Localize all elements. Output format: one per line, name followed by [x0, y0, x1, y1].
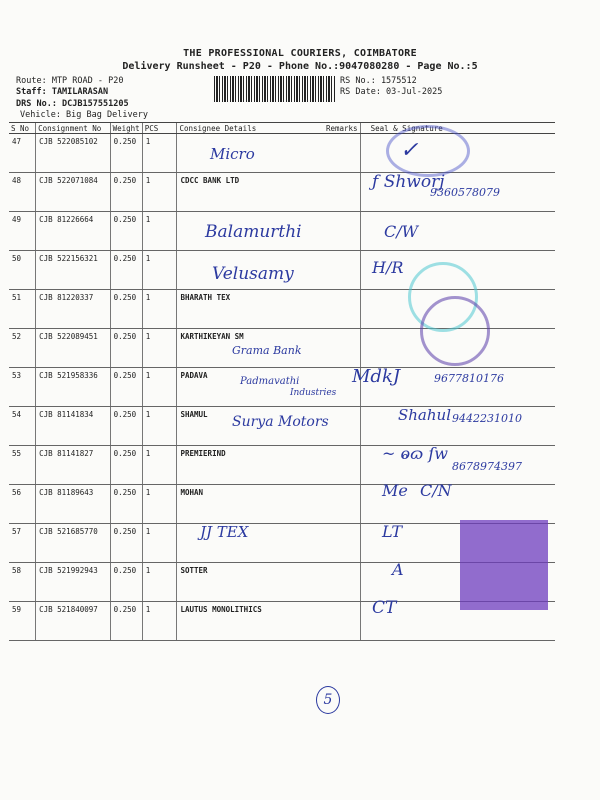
handwriting-consignee-57: JJ TEX: [200, 523, 249, 541]
row-pcs: 1: [142, 368, 177, 407]
seal-58: A: [392, 560, 404, 579]
row-consignment-no: CJB 81226664: [36, 212, 111, 251]
row-remarks: [312, 563, 361, 602]
row-weight: 0.250: [110, 602, 142, 641]
row-weight: 0.250: [110, 212, 142, 251]
row-weight: 0.250: [110, 173, 142, 212]
phone-53: 9677810176: [434, 372, 504, 385]
row-sno: 59: [9, 602, 36, 641]
row-consignment-no: CJB 522071084: [36, 173, 111, 212]
handwriting-consignee-53a: Padmavathi: [240, 376, 300, 387]
route-label: Route: MTP ROAD - P20: [16, 76, 124, 86]
row-weight: 0.250: [110, 251, 142, 290]
row-remarks: [312, 524, 361, 563]
row-remarks: [312, 485, 361, 524]
phone-48: 9360578079: [430, 186, 500, 199]
row-pcs: 1: [142, 251, 177, 290]
row-consignment-no: CJB 522085102: [36, 134, 111, 173]
seal-56: C/N: [420, 481, 452, 500]
staff-label: Staff: TAMILARASAN: [16, 87, 109, 97]
col-consignment: Consignment No: [36, 123, 111, 134]
rs-date: RS Date: 03-Jul-2025: [340, 87, 443, 97]
row-remarks: [312, 446, 361, 485]
row-remarks: [312, 290, 361, 329]
col-remarks: Remarks: [312, 123, 361, 134]
row-pcs: 1: [142, 602, 177, 641]
row-pcs: 1: [142, 446, 177, 485]
row-sno: 50: [9, 251, 36, 290]
row-consignee: PADAVA: [177, 368, 312, 407]
stamp-round-top: [386, 125, 470, 177]
row-consignment-no: CJB 81141834: [36, 407, 111, 446]
signature-55: ~ ⱺɷ ſw: [382, 444, 448, 463]
col-pcs: PCS: [142, 123, 177, 134]
row-consignment-no: CJB 81189643: [36, 485, 111, 524]
table-header-row: [9, 123, 555, 134]
col-sno: S No: [9, 123, 36, 134]
row-consignment-no: CJB 521958336: [36, 368, 111, 407]
row-pcs: 1: [142, 173, 177, 212]
seal-50: H/R: [372, 258, 404, 277]
row-consignee: PREMIERIND: [177, 446, 312, 485]
row-sno: 53: [9, 368, 36, 407]
stamp-round-purple: [420, 296, 490, 366]
signature-48: ƒ Shworj: [372, 172, 445, 192]
signature-tick-47: ✓: [400, 138, 419, 163]
row-consignee: SOTTER: [177, 563, 312, 602]
row-pcs: 1: [142, 407, 177, 446]
row-pcs: 1: [142, 563, 177, 602]
row-remarks: [312, 212, 361, 251]
handwriting-consignee-47: Micro: [210, 145, 255, 163]
row-sno: 48: [9, 173, 36, 212]
col-consignee: Consignee Details: [177, 123, 312, 134]
row-weight: 0.250: [110, 563, 142, 602]
row-remarks: [312, 329, 361, 368]
handwriting-consignee-52: Grama Bank: [232, 344, 302, 357]
row-remarks: [312, 173, 361, 212]
row-sno: 55: [9, 446, 36, 485]
row-remarks: [312, 251, 361, 290]
phone-55: 8678974397: [452, 460, 522, 473]
row-consignee: MOHAN: [177, 485, 312, 524]
page-number-circle: 5: [316, 686, 340, 714]
barcode: [214, 76, 336, 102]
row-pcs: 1: [142, 329, 177, 368]
row-weight: 0.250: [110, 524, 142, 563]
seal-49: C/W: [384, 222, 419, 241]
col-seal: Seal & Signature: [360, 123, 555, 134]
drs-label: DRS No.: DCJB157551205: [16, 99, 129, 109]
row-consignment-no: CJB 522089451: [36, 329, 111, 368]
row-remarks: [312, 134, 361, 173]
handwriting-consignee-54: Surya Motors: [232, 414, 329, 430]
vehicle-label: Vehicle: Big Bag Delivery: [20, 110, 148, 120]
row-pcs: 1: [142, 134, 177, 173]
stamp-square-purple: [460, 520, 548, 610]
row-sno: 52: [9, 329, 36, 368]
row-pcs: 1: [142, 212, 177, 251]
row-sno: 54: [9, 407, 36, 446]
row-weight: 0.250: [110, 134, 142, 173]
row-weight: 0.250: [110, 446, 142, 485]
runsheet-title: Delivery Runsheet - P20 - Phone No.:9047080280 - Page No.:5: [122, 61, 478, 72]
row-consignee: BHARATH TEX: [177, 290, 312, 329]
row-sno: 49: [9, 212, 36, 251]
handwriting-consignee-49: Balamurthi: [205, 222, 302, 242]
row-consignment-no: CJB 81141827: [36, 446, 111, 485]
row-consignment-no: CJB 81220337: [36, 290, 111, 329]
table-row: [9, 485, 555, 524]
row-sno: 56: [9, 485, 36, 524]
row-pcs: 1: [142, 524, 177, 563]
row-sno: 57: [9, 524, 36, 563]
row-remarks: [312, 602, 361, 641]
row-weight: 0.250: [110, 407, 142, 446]
seal-57: LT: [382, 522, 402, 541]
table-row: [9, 134, 555, 173]
row-pcs: 1: [142, 290, 177, 329]
row-sno: 47: [9, 134, 36, 173]
col-weight: Weight: [110, 123, 142, 134]
row-sno: 58: [9, 563, 36, 602]
signature-53: MdkJ: [352, 366, 401, 387]
row-pcs: 1: [142, 485, 177, 524]
row-sno: 51: [9, 290, 36, 329]
row-weight: 0.250: [110, 485, 142, 524]
company-title: THE PROFESSIONAL COURIERS, COIMBATORE: [183, 48, 417, 59]
row-consignee: CDCC BANK LTD: [177, 173, 312, 212]
row-consignment-no: CJB 522156321: [36, 251, 111, 290]
row-consignee: LAUTUS MONOLITHICS: [177, 602, 312, 641]
row-consignee: KARTHIKEYAN SM: [177, 329, 312, 368]
signature-56: Me: [382, 481, 408, 500]
row-weight: 0.250: [110, 368, 142, 407]
rs-number: RS No.: 1575512: [340, 76, 417, 86]
row-consignment-no: CJB 521992943: [36, 563, 111, 602]
handwriting-consignee-53b: Industries: [290, 388, 337, 398]
row-consignment-no: CJB 521840097: [36, 602, 111, 641]
row-consignee: SHAMUL: [177, 407, 312, 446]
row-weight: 0.250: [110, 290, 142, 329]
phone-54: 9442231010: [452, 412, 522, 425]
seal-59: CT: [372, 598, 397, 618]
handwriting-consignee-50: Velusamy: [212, 264, 294, 284]
signature-54: Shahul: [398, 406, 451, 424]
row-weight: 0.250: [110, 329, 142, 368]
row-consignment-no: CJB 521685770: [36, 524, 111, 563]
